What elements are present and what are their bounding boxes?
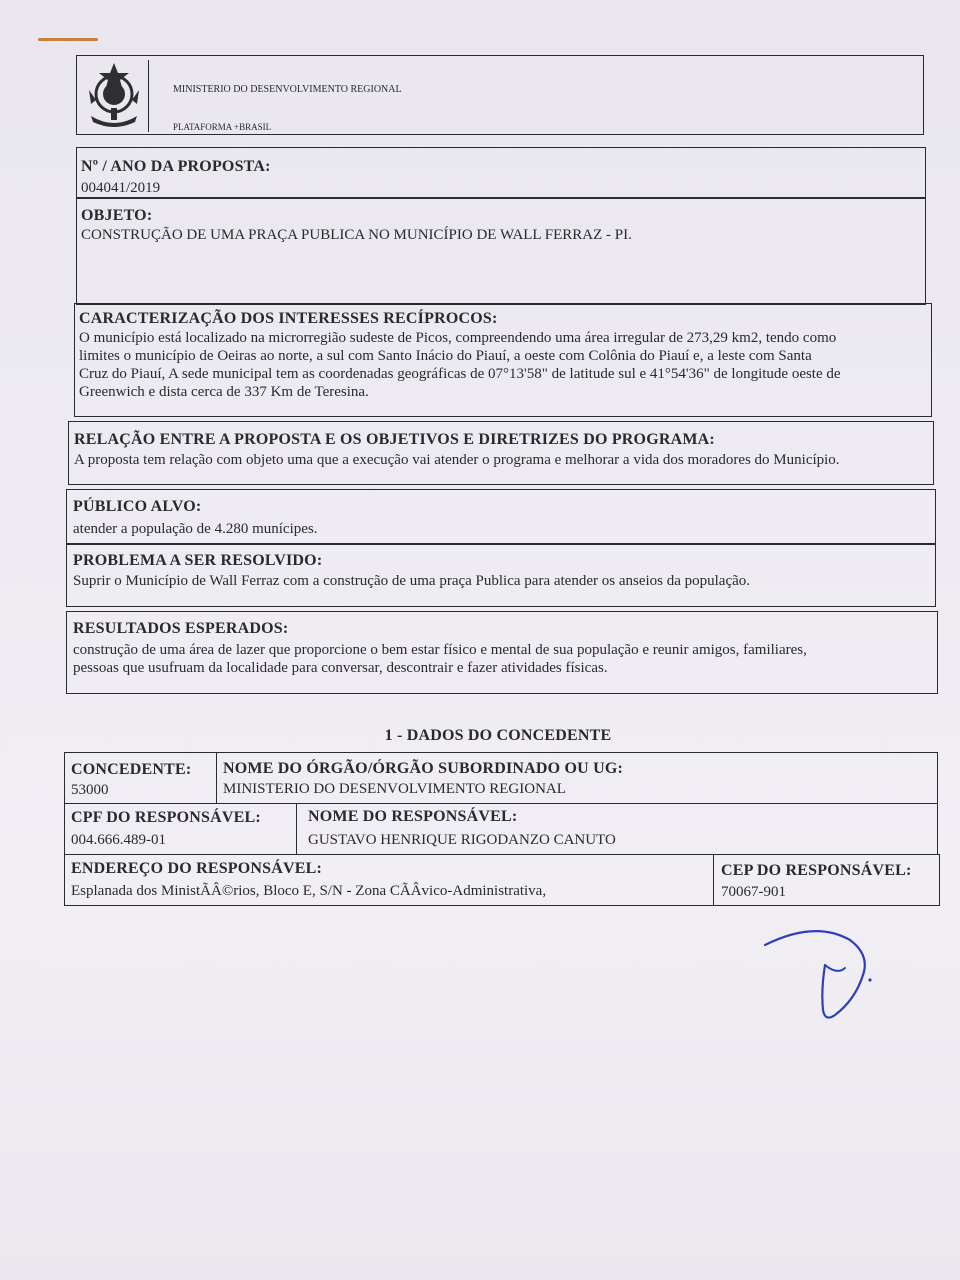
- problem-label: PROBLEMA A SER RESOLVIDO:: [73, 552, 323, 569]
- results-box: [66, 611, 938, 694]
- grantor-label: CONCEDENTE:: [71, 761, 192, 778]
- object-label: OBJETO:: [81, 207, 153, 224]
- organ-value: MINISTERIO DO DESENVOLVIMENTO REGIONAL: [223, 781, 566, 797]
- responsible-divider: [296, 804, 297, 854]
- interests-line-3: Cruz do Piauí, A sede municipal tem as coordenadas geográficas de 07°13'58" de latitude sul e 41°54'36" de longitude oeste de: [79, 366, 841, 382]
- address-divider: [713, 855, 714, 905]
- relation-value: A proposta tem relação com objeto uma que a execução vai atender o programa e melhorar a vida dos moradores do Município.: [74, 452, 840, 468]
- responsible-name-value: GUSTAVO HENRIQUE RIGODANZO CANUTO: [308, 832, 616, 848]
- proposal-number-value: 004041/2019: [81, 180, 161, 196]
- interests-line-2: limites o município de Oeiras ao norte, a sul com Santo Inácio do Piauí, a oeste com Colônia do Piauí e, a leste com Santa: [79, 348, 812, 364]
- address-value: Esplanada dos MinistÃÂ©rios, Bloco E, S/N - Zona CÃÂvico-Administrativa,: [71, 883, 547, 899]
- object-box: [76, 197, 926, 305]
- relation-label: RELAÇÃO ENTRE A PROPOSTA E OS OBJETIVOS E DIRETRIZES DO PROGRAMA:: [74, 431, 715, 448]
- relation-box: [68, 421, 934, 485]
- interests-box: [74, 303, 932, 417]
- organ-label: NOME DO ÓRGÃO/ÓRGÃO SUBORDINADO OU UG:: [223, 760, 624, 777]
- audience-value: atender a população de 4.280 munícipes.: [73, 521, 318, 537]
- orange-mark: [38, 38, 98, 41]
- interests-line-1: O município está localizado na microrregião sudeste de Picos, compreendendo uma área irregular de 273,29 km2, tendo como: [79, 330, 837, 346]
- platform-name: PLATAFORMA +BRASIL: [173, 122, 272, 132]
- coat-of-arms-icon: [81, 60, 149, 132]
- problem-box: [66, 543, 936, 607]
- results-label: RESULTADOS ESPERADOS:: [73, 620, 289, 637]
- responsible-name-label: NOME DO RESPONSÁVEL:: [308, 808, 518, 825]
- grantor-value: 53000: [71, 782, 109, 798]
- proposal-number-box: [76, 147, 926, 199]
- responsible-row: [64, 803, 938, 855]
- results-line-1: construção de uma área de lazer que proporcione o bem estar físico e mental de sua população e reunir amigos, familiares,: [73, 642, 807, 658]
- grantor-row: [64, 752, 938, 804]
- interests-line-4: Greenwich e dista cerca de 337 Km de Teresina.: [79, 384, 369, 400]
- handwritten-signature: [755, 920, 885, 1030]
- audience-label: PÚBLICO ALVO:: [73, 498, 202, 515]
- proposal-number-label: Nº / ANO DA PROPOSTA:: [81, 158, 271, 175]
- grantor-divider: [216, 753, 217, 803]
- cpf-label: CPF DO RESPONSÁVEL:: [71, 809, 261, 826]
- cep-value: 70067-901: [721, 884, 786, 900]
- ministry-name: MINISTERIO DO DESENVOLVIMENTO REGIONAL: [173, 84, 402, 95]
- grantor-section-title: 1 - DADOS DO CONCEDENTE: [384, 727, 612, 744]
- cep-label: CEP DO RESPONSÁVEL:: [721, 862, 912, 879]
- address-row: [64, 854, 940, 906]
- audience-box: [66, 489, 936, 545]
- problem-value: Suprir o Município de Wall Ferraz com a construção de uma praça Publica para atender os anseios da população.: [73, 573, 751, 589]
- address-label: ENDEREÇO DO RESPONSÁVEL:: [71, 860, 323, 877]
- cpf-value: 004.666.489-01: [71, 832, 166, 848]
- header-box: [76, 55, 924, 135]
- interests-label: CARACTERIZAÇÃO DOS INTERESSES RECÍPROCOS:: [79, 310, 498, 327]
- results-line-2: pessoas que usufruam da localidade para conversar, descontrair e fazer atividades físicas.: [73, 660, 608, 676]
- object-value: CONSTRUÇÃO DE UMA PRAÇA PUBLICA NO MUNICÍPIO DE WALL FERRAZ - PI.: [81, 227, 632, 243]
